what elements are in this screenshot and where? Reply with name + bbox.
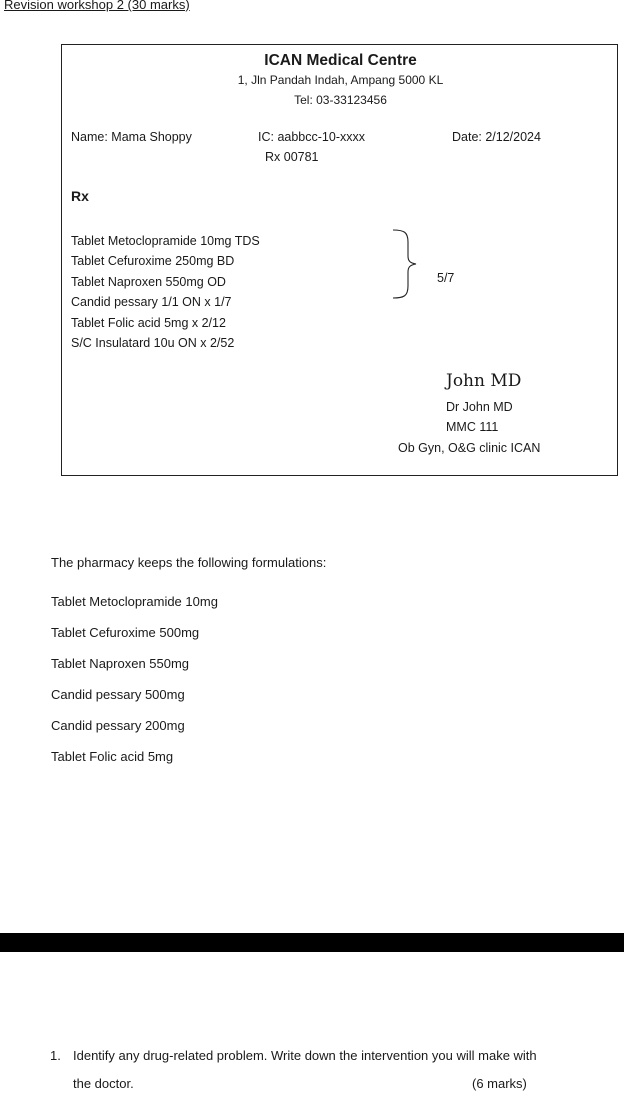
question-text-line1: Identify any drug-related problem. Write down the intervention you will make with <box>73 1048 537 1063</box>
formulary-list <box>51 586 218 772</box>
prescription-date: Date: 2/12/2024 <box>452 130 541 144</box>
grouped-duration: 5/7 <box>437 271 455 285</box>
medication-item: Candid pessary 1/1 ON x 1/7 <box>71 295 232 310</box>
prescription-box <box>61 44 618 476</box>
rx-symbol: Rx <box>71 188 89 204</box>
medication-item: Tablet Metoclopramide 10mg TDS <box>71 234 260 248</box>
clinic-tel: Tel: 03-33123456 <box>294 93 387 107</box>
medication-item: Tablet Folic acid 5mg x 2/12 <box>71 315 226 330</box>
patient-name: Name: Mama Shoppy <box>71 130 192 144</box>
medication-item: Tablet Cefuroxime 250mg BD <box>71 254 235 269</box>
question-marks: (6 marks) <box>472 1076 527 1091</box>
formulary-item: Candid pessary 500mg <box>51 687 185 702</box>
question-number: 1. <box>50 1048 61 1063</box>
formulary-item: Candid pessary 200mg <box>51 718 185 733</box>
patient-ic: IC: aabbcc-10-xxxx <box>258 130 365 144</box>
formulary-item: Tablet Naproxen 550mg <box>51 656 190 671</box>
curly-brace-icon <box>392 228 418 300</box>
doctor-signature: John MD <box>446 371 522 391</box>
doctor-department: Ob Gyn, O&G clinic ICAN <box>398 441 541 455</box>
clinic-name: ICAN Medical Centre <box>264 52 417 69</box>
page-divider-bar <box>0 933 624 952</box>
formulary-item: Tablet Folic acid 5mg <box>51 749 174 764</box>
formulary-item: Tablet Metoclopramide 10mg <box>51 594 218 609</box>
doctor-name: Dr John MD <box>446 400 513 414</box>
medication-item: Tablet Naproxen 550mg OD <box>71 274 226 289</box>
medication-item: S/C Insulatard 10u ON x 2/52 <box>71 336 235 351</box>
formulary-item: Tablet Cefuroxime 500mg <box>51 625 200 640</box>
medication-list <box>71 231 260 353</box>
clinic-address: 1, Jln Pandah Indah, Ampang 5000 KL <box>237 73 444 87</box>
rx-number: Rx 00781 <box>265 150 319 164</box>
formulary-intro: The pharmacy keeps the following formulations: <box>51 555 327 570</box>
doctor-mmc: MMC 111 <box>446 420 499 434</box>
document-title: Revision workshop 2 (30 marks) <box>4 0 190 12</box>
question-text-line2: the doctor. <box>73 1076 134 1091</box>
